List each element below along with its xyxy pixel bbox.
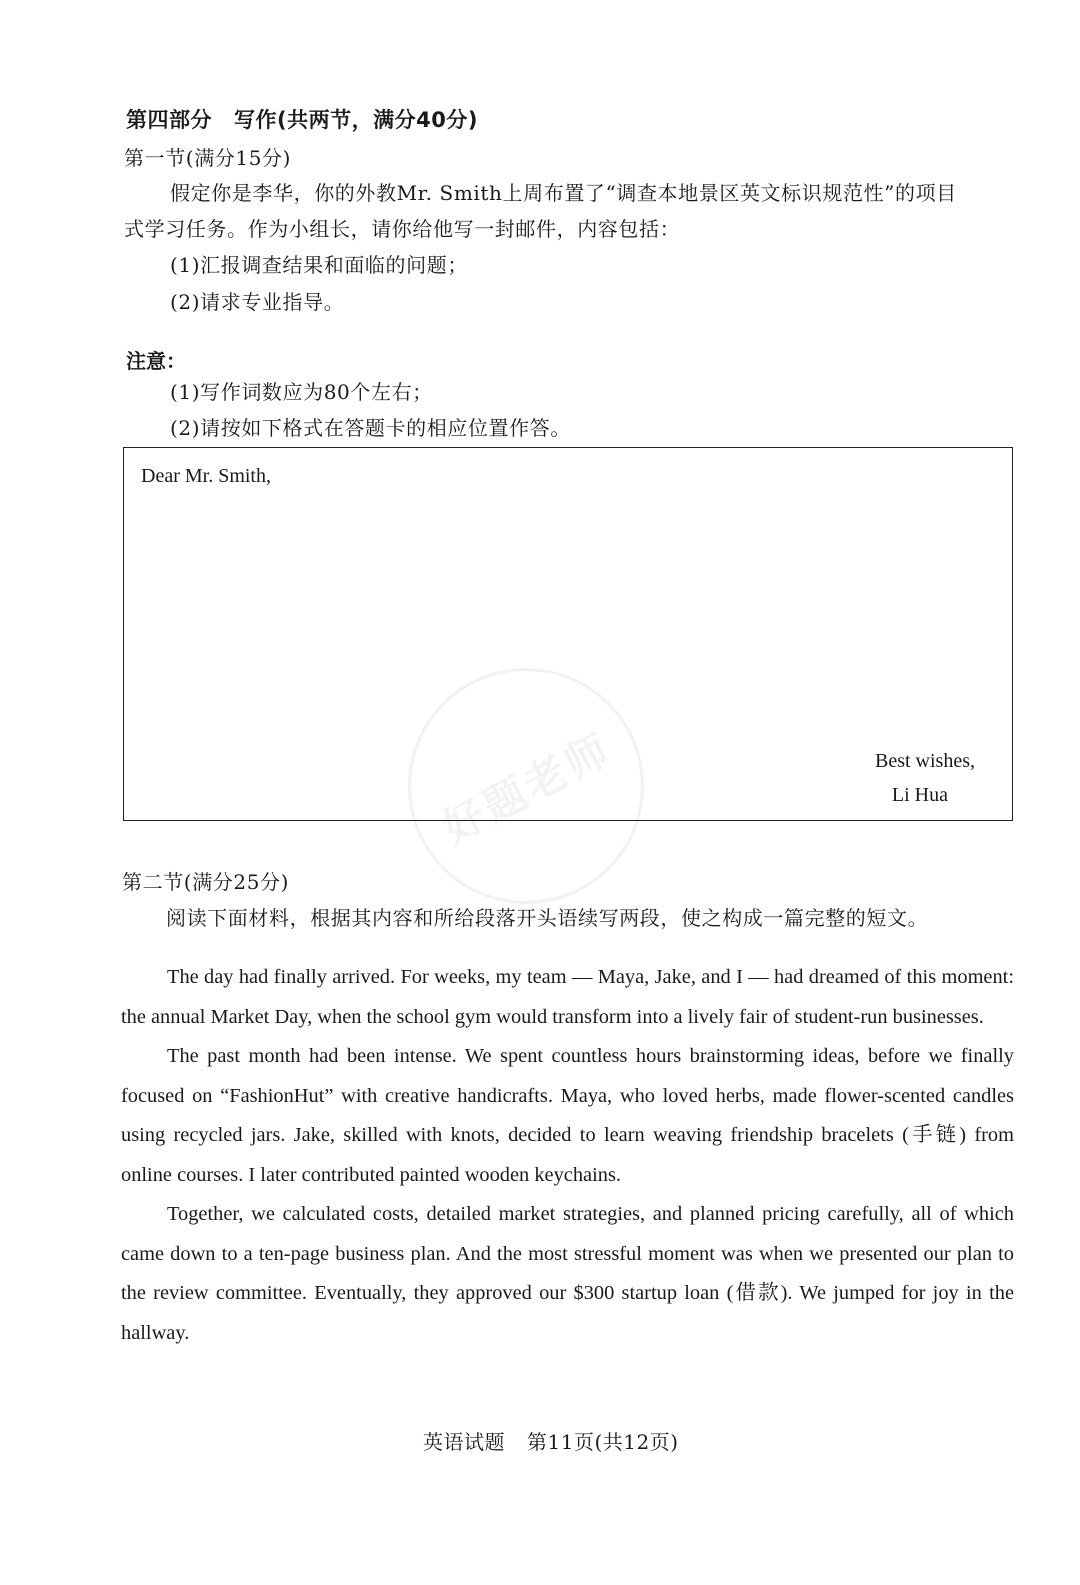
part-title: 第四部分 <box>126 108 212 132</box>
section2-instruction: 阅读下面材料，根据其内容和所给段落开头语续写两段，使之构成一篇完整的短文。 <box>166 906 929 930</box>
section2-heading: 第二节(满分25分) <box>122 870 290 894</box>
notes-label: 注意： <box>126 349 186 373</box>
letter-answer-box <box>123 447 1013 821</box>
note-2: (2)请按如下格式在答题卡的相应位置作答。 <box>170 416 571 440</box>
section1-point-1: (1)汇报调查结果和面临的问题； <box>170 253 468 277</box>
page-footer <box>423 1426 679 1455</box>
footer-subject: 英语试题 <box>423 1430 505 1454</box>
section1-heading: 第一节(满分15分) <box>124 146 292 170</box>
passage-paragraph-2: The past month had been intense. We spent countless hours brainstorming ideas, before we finally focused on “FashionHut” with creative handicrafts. Maya, who loved herbs, made flower-scented candles using recycled jars. Jake, skilled with knots, decided to learn weaving friendship bracelets (手链) from online courses. I later contributed painted wooden keychains. <box>121 1045 1014 1186</box>
footer-page-number: 第11页(共12页) <box>527 1430 679 1454</box>
section1-prompt-line2: 式学习任务。作为小组长，请你给他写一封邮件，内容包括： <box>124 217 681 241</box>
letter-salutation: Dear Mr. Smith, <box>141 465 271 487</box>
passage-paragraph-1: The day had finally arrived. For weeks, my team — Maya, Jake, and I — had dreamed of this moment: the annual Market Day, when the school gym would transform into a lively fair of student-run businesses. <box>121 966 1014 1028</box>
part-heading <box>126 104 478 134</box>
watermark-text: 好题老师 <box>434 723 620 854</box>
section1-point-2: (2)请求专业指导。 <box>170 290 345 314</box>
part-subtitle: 写作(共两节，满分40分) <box>234 108 478 132</box>
reading-passage <box>121 958 1014 1353</box>
letter-signature: Li Hua <box>891 784 948 806</box>
letter-closing: Best wishes, <box>875 750 975 772</box>
note-1: (1)写作词数应为80个左右； <box>170 380 433 404</box>
section1-prompt-line1: 假定你是李华，你的外教Mr. Smith上周布置了“调查本地景区英文标识规范性”的项目 <box>170 181 957 205</box>
passage-paragraph-3: Together, we calculated costs, detailed market strategies, and planned pricing carefully, all of which came down to a ten-page business plan. And the most stressful moment was when we presented our plan to the review committee. Eventually, they approved our $300 startup loan (借款). We jumped for joy in the hallway. <box>121 1203 1014 1344</box>
